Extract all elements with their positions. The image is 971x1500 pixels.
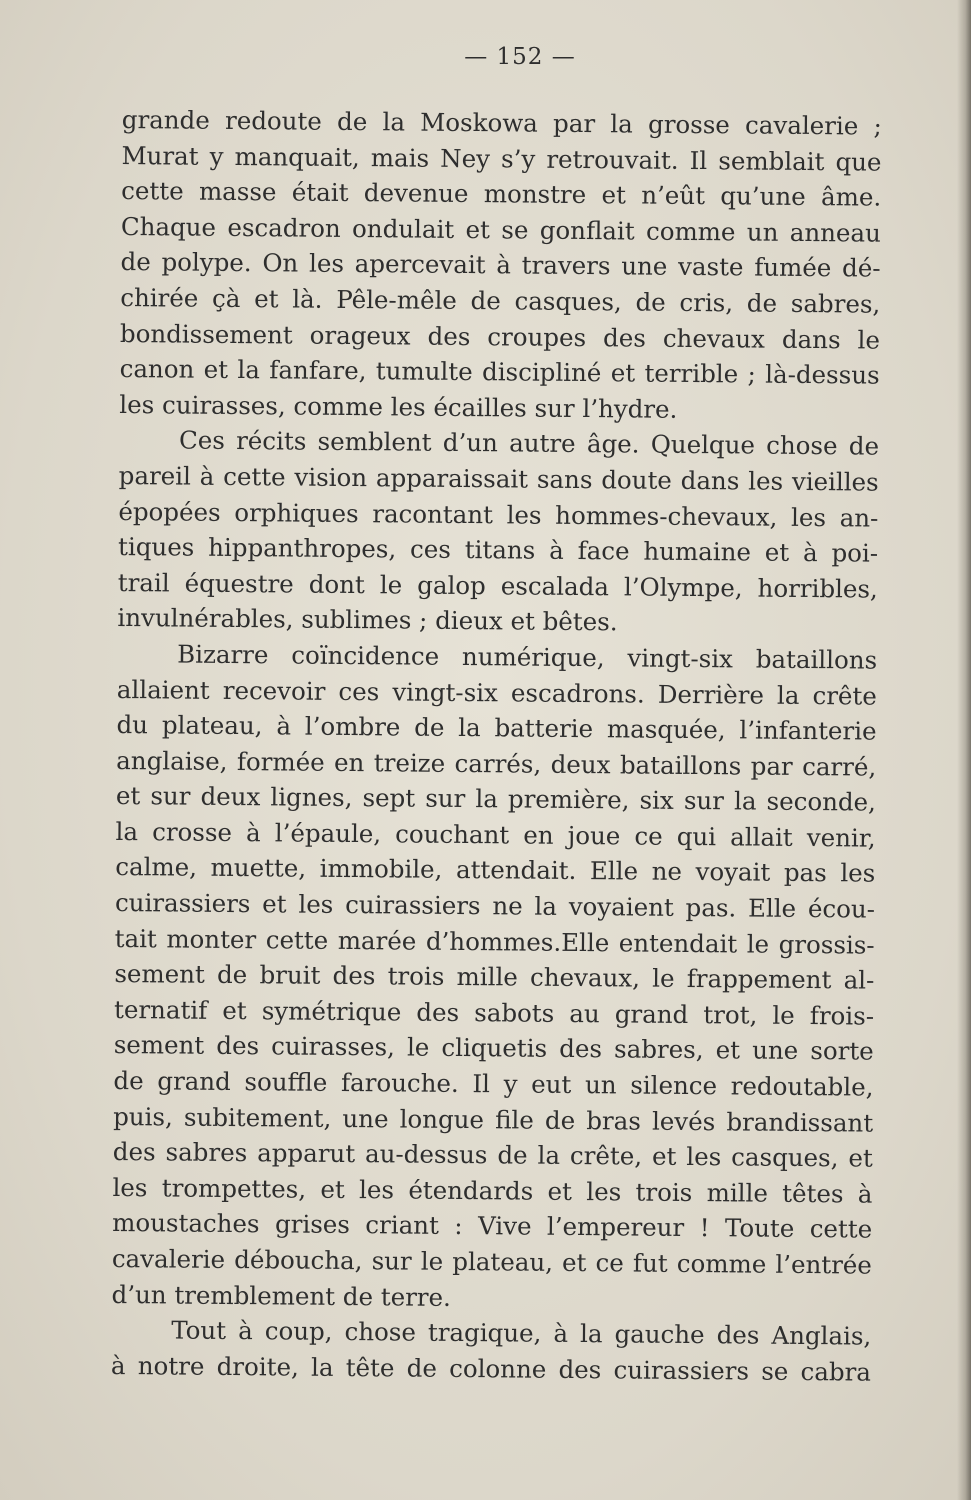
text-line: moustaches grises criant : Vive l’empereur ! Toute cette [112,1208,873,1244]
text-line: cuirassiers et les cuirassiers ne la voyaient pas. Elle écou- [114,888,876,924]
paragraph-2 [117,422,879,642]
text-line: la crosse à l’épaule, couchant en joue ce qui allait venir, [115,816,876,853]
text-line: à notre droite, la tête de colonne des cuirassiers se cabra [110,1350,872,1387]
text-line: grande redoute de la Moskowa par la grosse cavalerie ; [121,104,882,141]
text-line: Bizarre coïncidence numérique, vingt-six bataillons [177,639,878,675]
text-line: ternatif et symétrique des sabots au grand trot, le frois- [113,994,875,1031]
text-line: Ces récits semblent d’un autre âge. Quelque chose de [178,425,880,461]
text-line: sement des cuirasses, le cliquetis des sabres, et une sorte [113,1030,874,1067]
text-line: les trompettes, et les étendards et les trois mille têtes à [112,1172,873,1209]
text-line: Tout à coup, chose tragique, à la gauche des Anglais, [171,1315,872,1351]
text-line: anglaise, formée en treize carrés, deux bataillons par carré, [116,745,877,782]
text-line: trail équestre dont le galop escalada l’Olympe, horribles, [117,567,878,604]
text-line: Murat y manquait, mais Ney s’y retrouvait. Il semblait que [121,140,882,177]
text-line: et sur deux lignes, sept sur la première, six sur la seconde, [115,781,877,817]
text-line: tait monter cette marée d’hommes.Elle entendait le grossis- [114,923,875,960]
text-line: des sabres apparut au-dessus de la crête, et les casques, et [112,1137,873,1173]
text-line: de grand souffle farouche. Il y eut un silence redoutable, [113,1065,874,1102]
page-number: — 152 — [464,44,576,70]
text-line: tiques hippanthropes, ces titans à face humaine et à poi- [117,532,879,568]
text-line: les cuirasses, comme les écailles sur l’hydre. [119,389,678,424]
text-line: canon et la fanfare, tumulte discipliné et terrible ; là-dessus [119,354,880,390]
text-line: de polype. On les apercevait à travers une vaste fumée dé- [120,247,881,284]
text-line: sement de bruit des trois mille chevaux, le frappement al- [114,959,875,995]
paragraph-1 [119,102,882,429]
text-line: cette masse était devenue monstre et n’eût qu’une âme. [121,176,882,212]
text-line: cavalerie déboucha, sur le plateau, et ce fut comme l’entrée [111,1243,873,1280]
text-line: invulnérables, sublimes ; dieux et bêtes. [117,603,618,637]
page-edge-shadow [957,0,971,1500]
paragraph-3 [111,636,877,1319]
text-line: chirée çà et là. Pêle-mêle de casques, de cris, de sabres, [120,282,881,319]
text-line: bondissement orageux des croupes des chevaux dans le [119,318,881,355]
text-line: pareil à cette vision apparaissait sans doute dans les vieilles [118,460,879,497]
paragraph-4 [111,1312,872,1390]
text-line: allaient recevoir ces vingt-six escadrons. Derrière la crête [116,674,877,711]
body-text [111,102,882,1390]
text-line: du plateau, à l’ombre de la batterie masquée, l’infanterie [116,710,877,746]
text-line: d’un tremblement de terre. [111,1279,452,1312]
text-line: épopées orphiques racontant les hommes-chevaux, les an- [118,496,879,533]
text-line: puis, subitement, une longue file de bras levés brandissant [113,1101,874,1138]
text-line: Chaque escadron ondulait et se gonflait comme un anneau [120,211,882,248]
text-line: calme, muette, immobile, attendait. Elle ne voyait pas les [115,852,876,889]
